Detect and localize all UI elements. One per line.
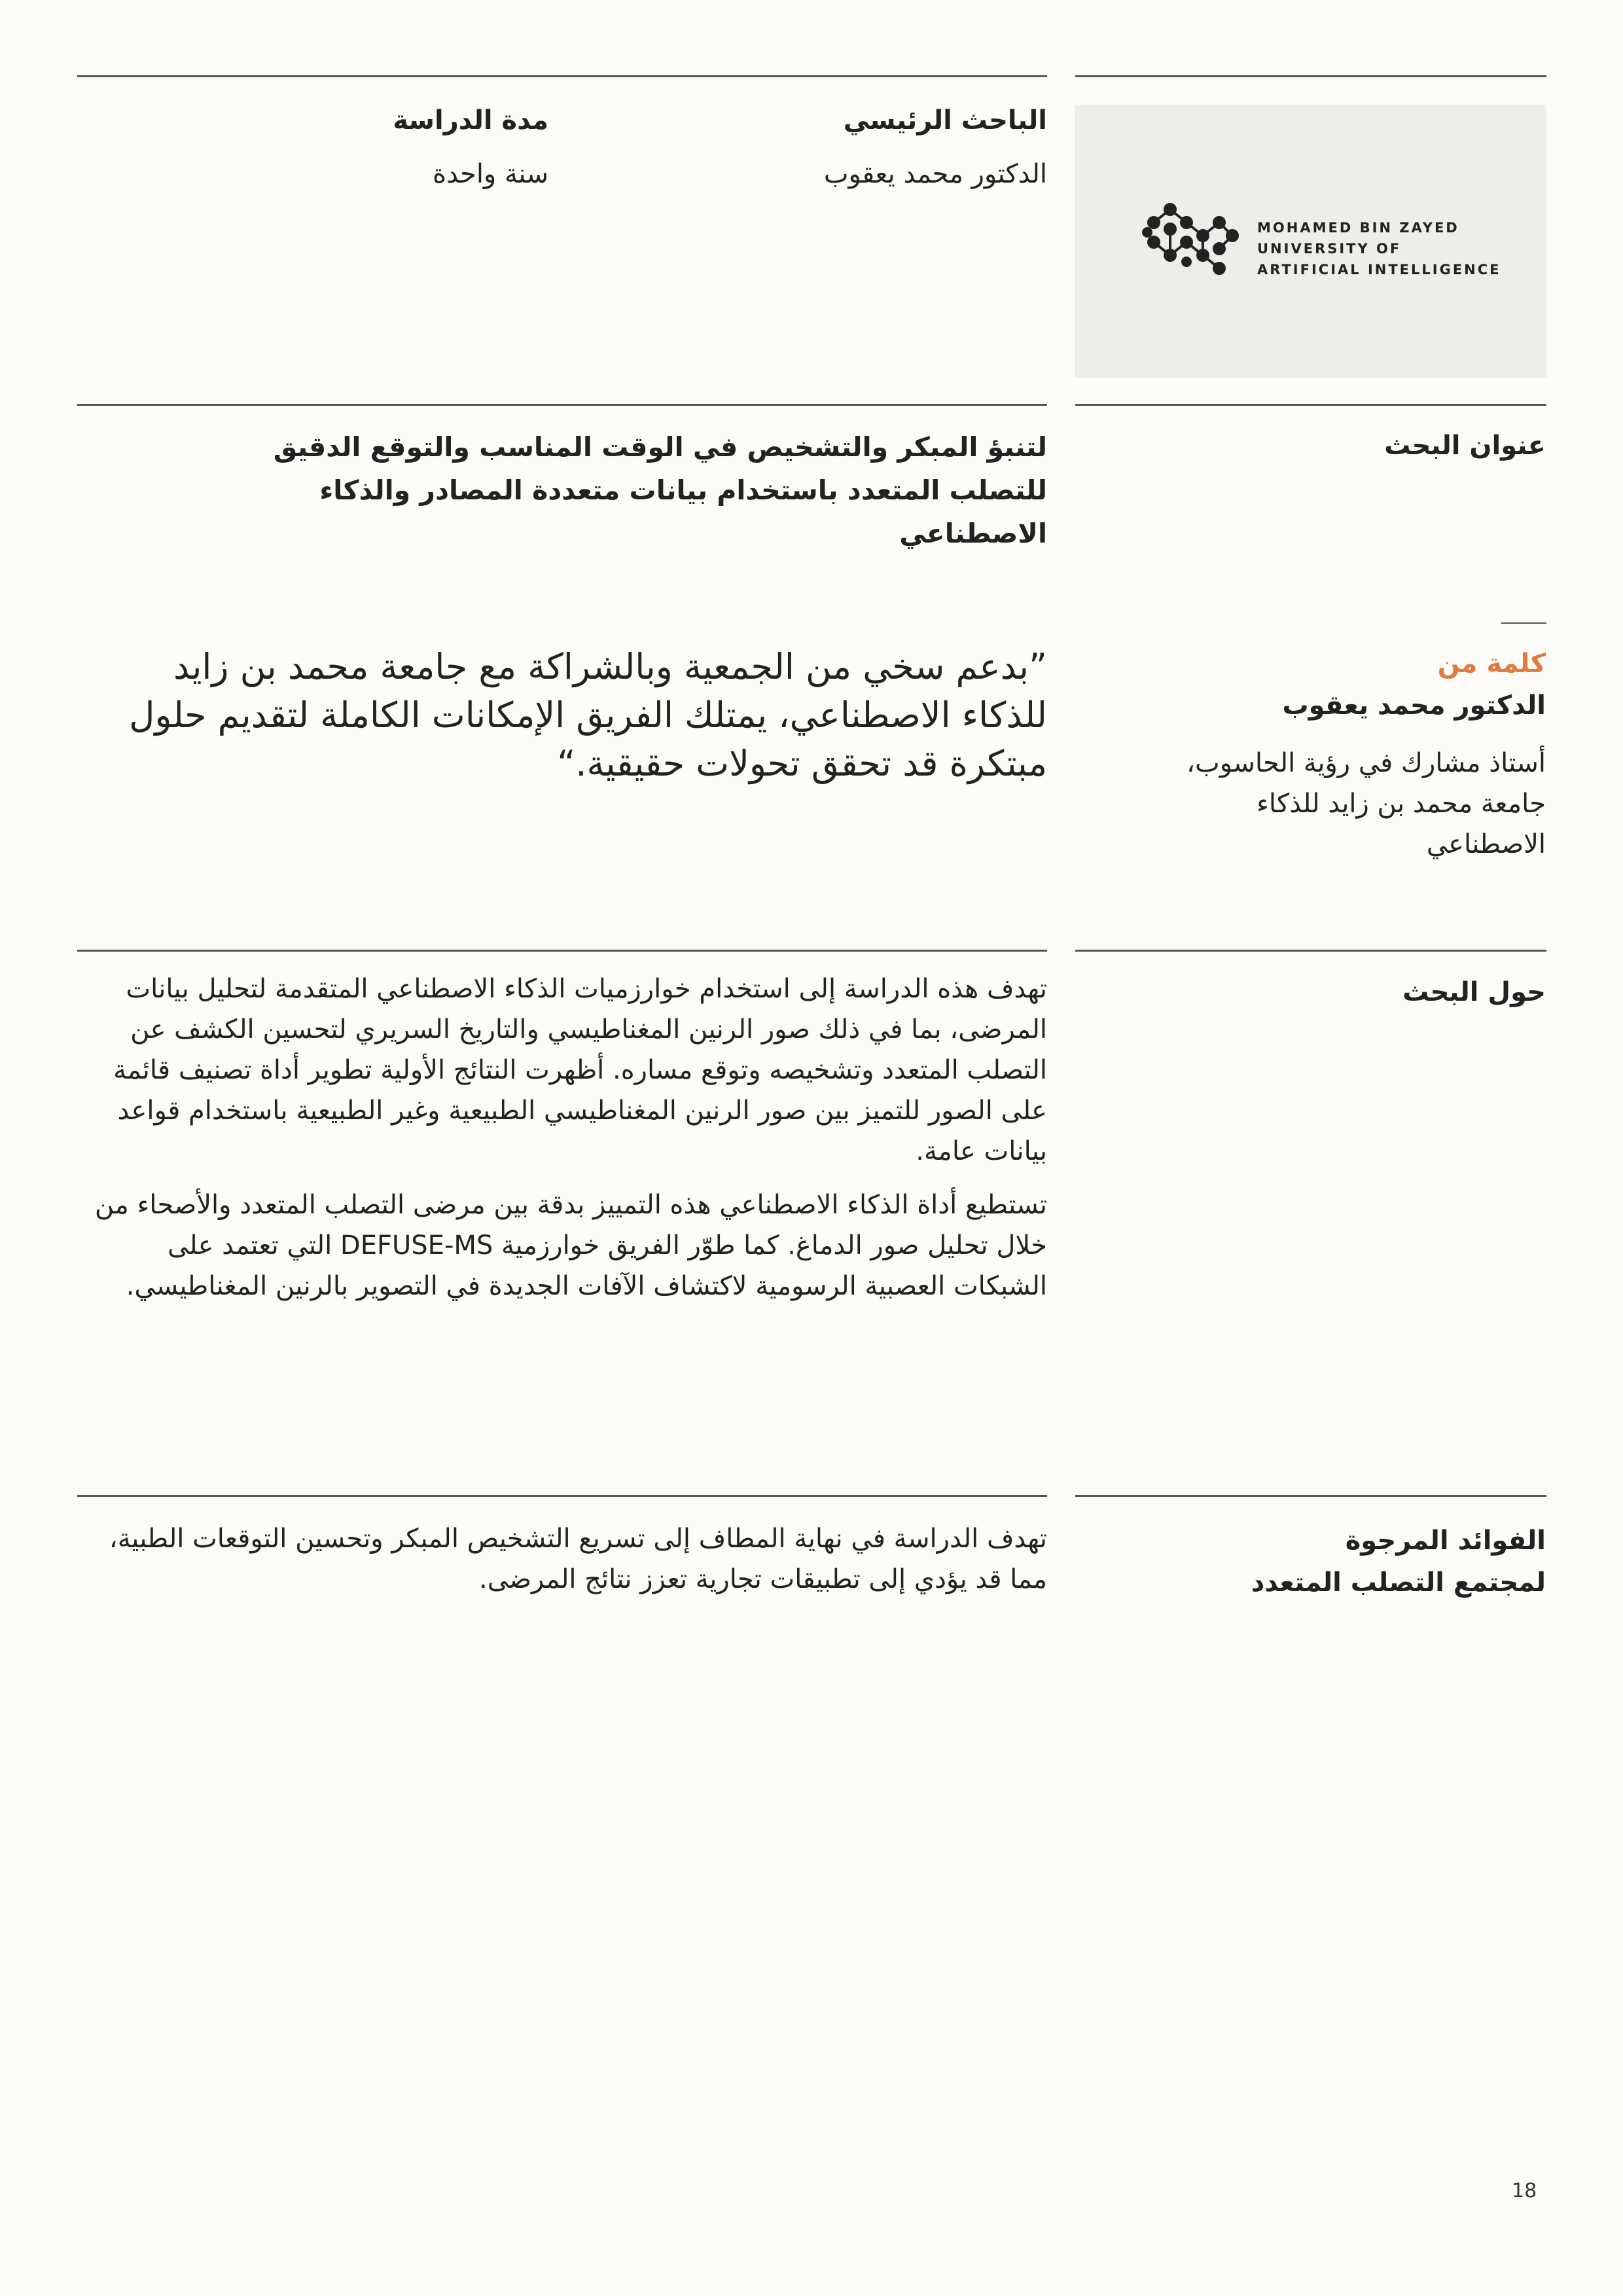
duration-label: مدة الدراسة <box>393 105 548 135</box>
logo-text <box>1257 217 1501 280</box>
about-paragraph-2: تستطيع أداة الذكاء الاصطناعي هذه التمييز بدقة بين مرضى التصلب المتعدد والأصحاء من خلال تحليل صور الدماغ. كما طوّر الفريق خوارزمية DEFUSE-MS التي تعتمد على الشبكات العصبية الرسومية لاكتشاف الآفات الجديدة في التصوير بالرنين المغناطيسي. <box>94 1190 1047 1301</box>
logo-line-2: UNIVERSITY OF <box>1257 241 1402 257</box>
about-rule-side <box>1075 950 1546 952</box>
molecule-logo-icon <box>1141 196 1245 288</box>
quote-short-rule <box>1501 622 1546 624</box>
about-rule-main <box>77 950 1047 952</box>
quote-label-accent: كلمة من <box>1437 649 1546 679</box>
benefits-rule-side <box>1075 1495 1546 1497</box>
title-rule-main <box>77 404 1047 406</box>
duration-value: سنة واحدة <box>433 159 548 189</box>
quote-text: ”بدعم سخي من الجمعية وبالشراكة مع جامعة محمد بن زايد للذكاء الاصطناعي، يمتلك الفريق الإمكانات الكاملة لتقديم حلول مبتكرة قد تحقق تحولات حقيقية.“ <box>129 646 1047 784</box>
university-logo <box>1075 105 1546 378</box>
logo-line-3: ARTIFICIAL INTELLIGENCE <box>1257 262 1501 278</box>
quote-author-role: أستاذ مشارك في رؤية الحاسوب، جامعة محمد بن زايد للذكاء الاصطناعي <box>1186 748 1546 859</box>
title-rule-side <box>1075 404 1546 406</box>
logo-line-1: MOHAMED BIN ZAYED <box>1257 220 1459 236</box>
about-label: حول البحث <box>1402 977 1546 1007</box>
quote-author: الدكتور محمد يعقوب <box>1282 691 1546 721</box>
about-paragraph-1: تهدف هذه الدراسة إلى استخدام خوارزميات الذكاء الاصطناعي المتقدمة لتحليل بيانات المرضى، بما في ذلك صور الرنين المغناطيسي والتاريخ السريري لتحسين الكشف عن التصلب المتعدد وتشخيصه وتوقع مساره. أظهرت النتائج الأولية تطوير أداة تصنيف قائمة على الصور للتميز بين صور الرنين المغناطيسي الطبيعية وغير الطبيعية باستخدام قواعد بيانات عامة. <box>113 974 1047 1166</box>
top-rule-main <box>77 75 1047 77</box>
benefits-rule-main <box>77 1495 1047 1497</box>
page-number: 18 <box>1512 2179 1537 2202</box>
research-title-text: لتنبؤ المبكر والتشخيص في الوقت المناسب والتوقع الدقيق للتصلب المتعدد باستخدام بيانات متعددة المصادر والذكاء الاصطناعي <box>273 431 1047 549</box>
benefits-label: الفوائد المرجوة لمجتمع التصلب المتعدد <box>1251 1526 1546 1598</box>
top-rule-side <box>1075 75 1546 77</box>
researcher-label: الباحث الرئيسي <box>843 105 1047 135</box>
researcher-value: الدكتور محمد يعقوب <box>823 159 1047 189</box>
research-title-label: عنوان البحث <box>1384 431 1546 461</box>
benefits-text: تهدف الدراسة في نهاية المطاف إلى تسريع التشخيص المبكر وتحسين التوقعات الطبية، مما قد يؤدي إلى تطبيقات تجارية تعزز نتائج المرضى. <box>109 1524 1047 1594</box>
about-body <box>77 969 1047 1319</box>
